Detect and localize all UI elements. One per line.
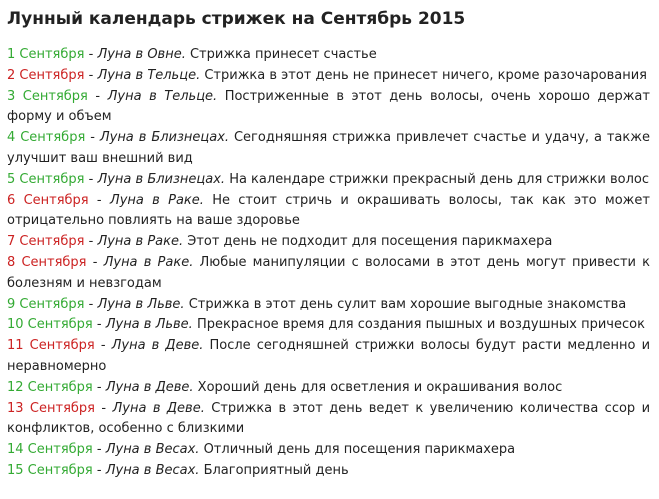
entry-moon: Луна в Тельце. [107, 88, 218, 104]
entry-moon: Луна в Весах. [105, 442, 200, 458]
list-item: 11 Сентября - Луна в Деве. После сегодняшней стрижки волосы будут расти медленно и неравномерно [7, 338, 651, 374]
entry-moon: Луна в Деве. [112, 400, 205, 416]
entry-text: Отличный день для посещения парикмахера [203, 442, 516, 458]
entry-moon: Луна в Близнецах. [97, 171, 226, 187]
entry-date: 1 Сентября [7, 47, 85, 62]
list-item: 13 Сентября - Луна в Деве. Стрижка в этот день ведет к увеличению количества ссор и конфликтов, особенно с близкими [7, 400, 651, 437]
entry-text: Прекрасное время для создания пышных и воздушных причесок [196, 317, 645, 333]
entry-text: Благоприятный день [203, 462, 349, 478]
entry-date: 5 Сентября [7, 171, 85, 187]
calendar-list [7, 45, 650, 482]
entry-date: 15 Сентября [7, 462, 93, 478]
entry-moon: Луна в Раке. [109, 192, 204, 208]
entry-date: 9 Сентября [7, 296, 85, 312]
entry-date: 2 Сентября [7, 67, 85, 83]
entry-moon: Луна в Овне. [97, 47, 186, 62]
entry-date: 13 Сентября [7, 400, 95, 416]
list-item: 3 Сентября - Луна в Тельце. Постриженные в этот день волосы, очень хорошо держат форму и объем [7, 88, 650, 125]
list-item: 1 Сентября - Луна в Овне. Стрижка принесет счастье [7, 47, 377, 62]
entry-date: 8 Сентября [7, 254, 87, 270]
entry-text: Стрижка принесет счастье [189, 47, 377, 62]
entry-text: Стрижка в этот день ведет к увеличению количества ссор и конфликтов, особенно с близкими [7, 400, 651, 437]
entry-date: 14 Сентября [7, 442, 93, 458]
entry-moon: Луна в Раке. [103, 254, 194, 270]
entry-date: 12 Сентября [7, 379, 93, 395]
entry-text: Не стоит стричь и окрашивать волосы, так как это может отрицательно повлиять на ваше здоровье [7, 192, 650, 229]
entry-text: На календаре стрижки прекрасный день для стрижки волос [229, 171, 650, 187]
entry-moon: Луна в Тельце. [97, 67, 201, 83]
list-item: 6 Сентября - Луна в Раке. Не стоит стричь и окрашивать волосы, так как это может отрицательно повлиять на ваше здоровье [7, 192, 650, 229]
entry-moon: Луна в Деве. [105, 379, 194, 395]
list-item: 7 Сентября - Луна в Раке. Этот день не подходит для посещения парикмахера [7, 234, 553, 250]
list-item: 8 Сентября - Луна в Раке. Любые манипуляции с волосами в этот день могут привести к болезням и невзгодам [7, 254, 651, 291]
entry-date: 11 Сентября [7, 338, 95, 354]
entry-text: После сегодняшней стрижки волосы будут расти медленно и неравномерно [7, 338, 651, 374]
entry-text: Стрижка в этот день сулит вам хорошие выгодные знакомства [188, 296, 627, 312]
list-item: 15 Сентября - Луна в Весах. Благоприятный день [7, 462, 349, 478]
entry-text: Постриженные в этот день волосы, очень хорошо держат форму и объем [7, 88, 650, 125]
entry-date: 3 Сентября [7, 88, 88, 104]
entry-date: 7 Сентября [7, 234, 85, 250]
list-item: 12 Сентября - Луна в Деве. Хороший день для осветления и окрашивания волос [7, 379, 563, 395]
entry-text: Этот день не подходит для посещения парикмахера [187, 234, 553, 250]
entry-moon: Луна в Льве. [97, 296, 185, 312]
page-title: Лунный календарь стрижек на Сентябрь 2015 [7, 9, 466, 29]
entry-text: Хороший день для осветления и окрашивания волос [197, 379, 563, 395]
list-item: 2 Сентября - Луна в Тельце. Стрижка в этот день не принесет ничего, кроме разочарования [7, 67, 647, 83]
entry-date: 4 Сентября [7, 130, 86, 146]
entry-moon: Луна в Деве. [111, 338, 204, 354]
list-item: 9 Сентября - Луна в Льве. Стрижка в этот день сулит вам хорошие выгодные знакомства [7, 296, 627, 312]
list-item: 4 Сентября - Луна в Близнецах. Сегодняшняя стрижка привлечет счастье и удачу, а также улучшит ваш внешний вид [7, 130, 650, 166]
list-item: 5 Сентября - Луна в Близнецах. На календаре стрижки прекрасный день для стрижки волос [7, 171, 650, 187]
entry-date: 6 Сентября [7, 192, 89, 208]
list-item: 10 Сентября - Луна в Льве. Прекрасное время для создания пышных и воздушных причесок [7, 317, 645, 333]
entry-date: 10 Сентября [7, 317, 93, 333]
entry-moon: Луна в Льве. [105, 317, 193, 333]
entry-text: Стрижка в этот день не принесет ничего, кроме разочарования [204, 67, 647, 83]
entry-text: Любые манипуляции с волосами в этот день могут привести к болезням и невзгодам [7, 254, 651, 291]
list-item: 14 Сентября - Луна в Весах. Отличный день для посещения парикмахера [7, 442, 516, 458]
entry-moon: Луна в Весах. [105, 462, 200, 478]
entry-moon: Луна в Раке. [97, 234, 184, 250]
entry-text: Сегодняшняя стрижка привлечет счастье и удачу, а также улучшит ваш внешний вид [7, 130, 650, 166]
entry-moon: Луна в Близнецах. [99, 130, 230, 146]
